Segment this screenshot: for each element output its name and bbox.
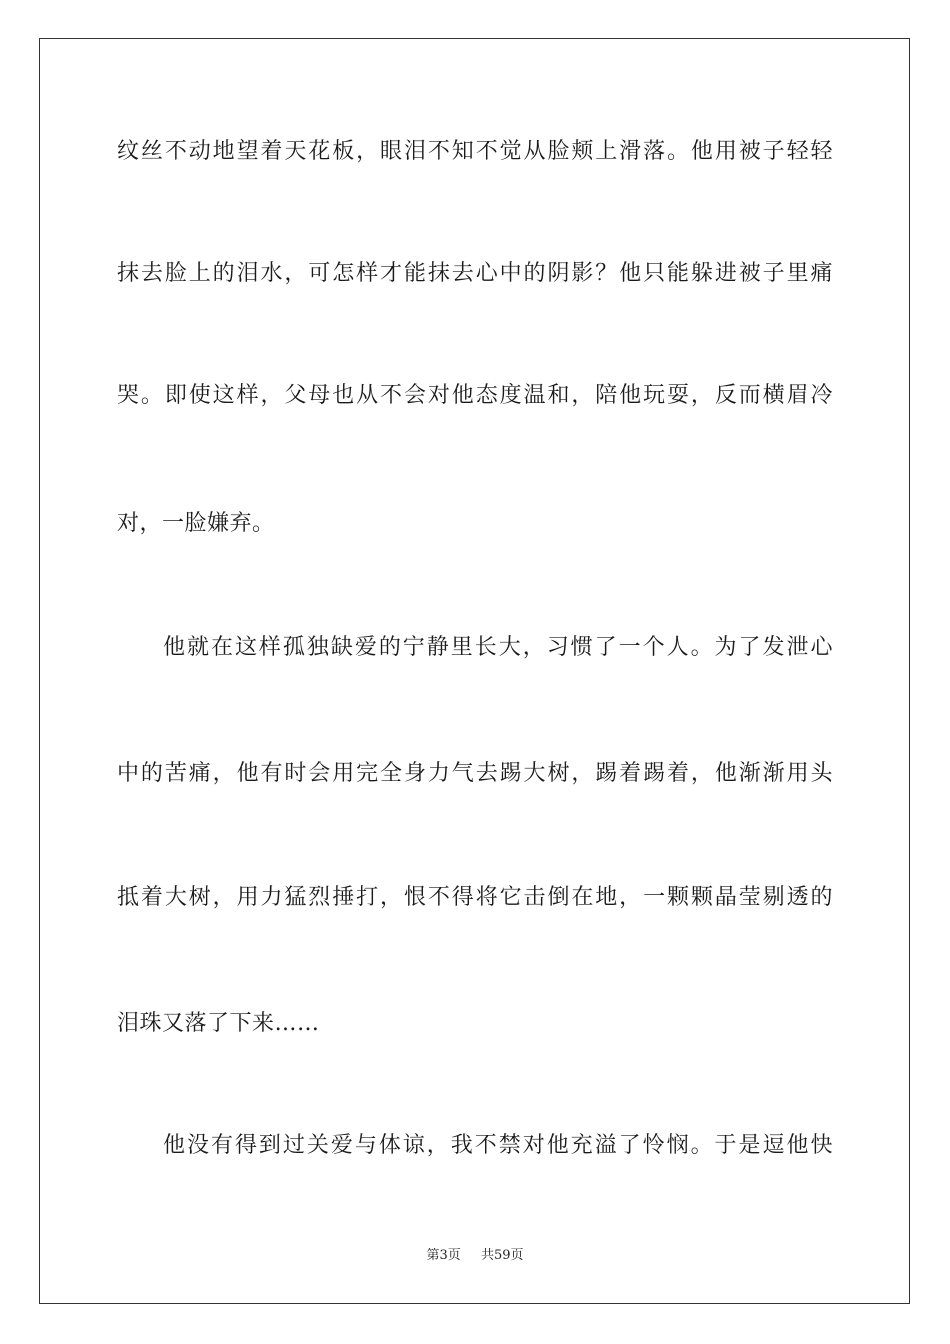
text-line: 他没有得到过关爱与体谅，我不禁对他充溢了怜悯。于是逗他快: [163, 1133, 833, 1158]
text-line: 纹丝不动地望着天花板，眼泪不知不觉从脸颊上滑落。他用被子轻轻: [117, 139, 833, 164]
text-line: 抵着大树，用力猛烈捶打，恨不得将它击倒在地，一颗颗晶莹剔透的: [117, 885, 833, 910]
text-line: 对，一脸嫌弃。: [117, 511, 275, 536]
text-line: 哭。即使这样，父母也从不会对他态度温和，陪他玩耍，反而横眉冷: [117, 383, 833, 408]
text-line: 中的苦痛，他有时会用完全身力气去踢大树，踢着踢着，他渐渐用头: [117, 761, 833, 786]
page-number: 第3页: [426, 1248, 461, 1263]
page-border: [39, 38, 910, 1304]
text-line: 抹去脸上的泪水，可怎样才能抹去心中的阴影？他只能躲进被子里痛: [117, 261, 833, 286]
text-line: 泪珠又落了下来……: [117, 1011, 320, 1036]
page-footer: [0, 1247, 950, 1265]
total-pages: 共59页: [480, 1248, 524, 1263]
text-line: 他就在这样孤独缺爱的宁静里长大，习惯了一个人。为了发泄心: [163, 635, 833, 660]
